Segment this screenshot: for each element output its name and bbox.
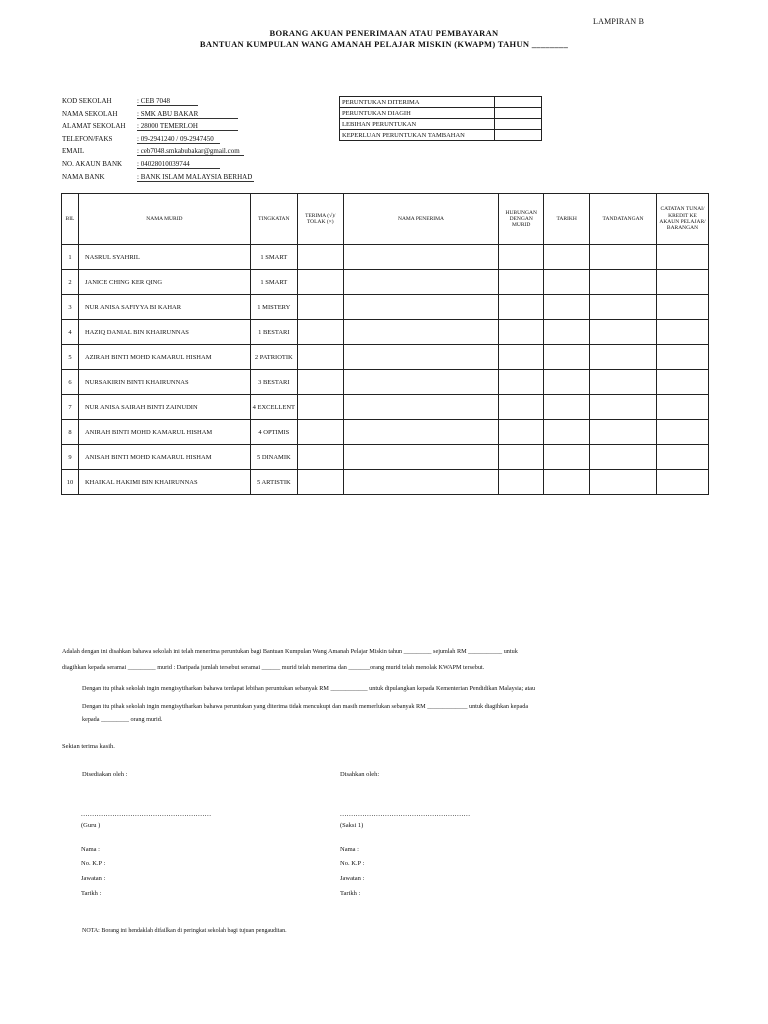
- row-catatan-cell[interactable]: [657, 370, 709, 395]
- declaration-line-2: diagihkan kepada seramai _________ murid : Daripada jumlah tersebut seramai ______ murid telah menerima dan _______orang murid telah menolak KWAPM tersebut.: [62, 664, 485, 671]
- row-tingkatan: 1 MISTERY: [250, 295, 297, 320]
- table-row: [62, 370, 709, 395]
- table-row: [62, 420, 709, 445]
- row-terima-tolak-cell[interactable]: [297, 420, 343, 445]
- row-tandatangan-cell[interactable]: [590, 470, 657, 495]
- nota: NOTA: Borang ini hendaklah difailkan di peringkat sekolah bagi tujuan pengauditan.: [82, 928, 287, 934]
- info-value: : 09-2941240 / 09-2947450: [137, 135, 220, 144]
- table-row: [62, 445, 709, 470]
- row-catatan-cell[interactable]: [657, 395, 709, 420]
- row-tarikh-cell[interactable]: [544, 320, 590, 345]
- row-tarikh-cell[interactable]: [544, 470, 590, 495]
- row-nama-penerima-cell[interactable]: [343, 370, 499, 395]
- header-nama-penerima: NAMA PENERIMA: [343, 194, 499, 245]
- allocation-value[interactable]: [495, 130, 542, 141]
- table-header-row: [62, 194, 709, 245]
- declaration-line-1: Adalah dengan ini disahkan bahawa sekolah ini telah menerima peruntukan bagi Bantuan Kumpulan Wang Amanah Pelajar Miskin tahun _________ sejumlah RM ___________ untuk: [62, 648, 518, 655]
- prepared-by-tarikh: Tarikh :: [81, 890, 102, 897]
- row-tarikh-cell[interactable]: [544, 370, 590, 395]
- allocation-value[interactable]: [495, 108, 542, 119]
- row-tingkatan: 1 BESTARI: [250, 320, 297, 345]
- row-tarikh-cell[interactable]: [544, 395, 590, 420]
- header-tarikh: TARIKH: [544, 194, 590, 245]
- prepared-by-nama: Nama :: [81, 846, 100, 853]
- verified-by-nokp: No. K.P :: [340, 860, 365, 867]
- info-label: EMAIL: [62, 147, 85, 156]
- allocation-label: KEPERLUAN PERUNTUKAN TAMBAHAN: [340, 130, 495, 141]
- row-tandatangan-cell[interactable]: [590, 295, 657, 320]
- row-bil: 3: [62, 295, 79, 320]
- verified-by-tarikh: Tarikh :: [340, 890, 361, 897]
- row-terima-tolak-cell[interactable]: [297, 270, 343, 295]
- row-nama-murid: KHAIKAL HAKIMI BIN KHAIRUNNAS: [78, 470, 250, 495]
- row-nama-penerima-cell[interactable]: [343, 270, 499, 295]
- info-value: : 28000 TEMERLOH: [137, 122, 238, 131]
- row-tarikh-cell[interactable]: [544, 245, 590, 270]
- row-hubungan-cell[interactable]: [499, 445, 544, 470]
- row-tingkatan: 1 SMART: [250, 245, 297, 270]
- row-hubungan-cell[interactable]: [499, 345, 544, 370]
- row-bil: 8: [62, 420, 79, 445]
- row-tarikh-cell[interactable]: [544, 445, 590, 470]
- declaration-line-4: Dengan itu pihak sekolah ingin mengisytiharkan bahawa peruntukan yang diterima tidak mencukupi dan masih memerlukan sebanyak RM _____________ untuk diagihkan kepada: [82, 703, 529, 710]
- row-bil: 6: [62, 370, 79, 395]
- row-bil: 4: [62, 320, 79, 345]
- row-nama-murid: NASRUL SYAHRIL: [78, 245, 250, 270]
- row-tandatangan-cell[interactable]: [590, 245, 657, 270]
- row-hubungan-cell[interactable]: [499, 245, 544, 270]
- table-row: [62, 270, 709, 295]
- table-row: [62, 245, 709, 270]
- row-hubungan-cell[interactable]: [499, 370, 544, 395]
- verified-by-signature-line[interactable]: ..........................................................: [340, 810, 471, 818]
- row-catatan-cell[interactable]: [657, 420, 709, 445]
- allocation-row: [340, 108, 542, 119]
- row-hubungan-cell[interactable]: [499, 320, 544, 345]
- row-nama-murid: AZIRAH BINTI MOHD KAMARUL HISHAM: [78, 345, 250, 370]
- row-catatan-cell[interactable]: [657, 295, 709, 320]
- row-tandatangan-cell[interactable]: [590, 320, 657, 345]
- row-nama-murid: NURSAKIRIN BINTI KHAIRUNNAS: [78, 370, 250, 395]
- verified-by-nama: Nama :: [340, 846, 359, 853]
- declaration-line-3: Dengan itu pihak sekolah ingin mengisytiharkan bahawa terdapat lebihan peruntukan sebanyak RM ____________ untuk dipulangkan kepada Kementerian Pendidikan Malaysia; atau: [82, 685, 536, 692]
- allocation-label: PERUNTUKAN DIAGIH: [340, 108, 495, 119]
- row-tarikh-cell[interactable]: [544, 270, 590, 295]
- row-tandatangan-cell[interactable]: [590, 445, 657, 470]
- form-subtitle: BANTUAN KUMPULAN WANG AMANAH PELAJAR MISKIN (KWAPM) TAHUN ________: [199, 39, 569, 49]
- table-row: [62, 345, 709, 370]
- prepared-by-signature-line[interactable]: ..........................................................: [81, 810, 212, 818]
- allocation-row: [340, 97, 542, 108]
- table-body: [62, 245, 709, 495]
- verified-by-role: (Saksi 1): [340, 822, 364, 829]
- info-value: : 04028010039744: [137, 160, 220, 169]
- row-tandatangan-cell[interactable]: [590, 395, 657, 420]
- row-terima-tolak-cell[interactable]: [297, 395, 343, 420]
- row-bil: 2: [62, 270, 79, 295]
- header-hubungan: HUBUNGAN DENGAN MURID: [499, 194, 544, 245]
- row-catatan-cell[interactable]: [657, 445, 709, 470]
- row-nama-penerima-cell[interactable]: [343, 420, 499, 445]
- prepared-by-nokp: No. K.P :: [81, 860, 106, 867]
- header-tingkatan: TINGKATAN: [250, 194, 297, 245]
- row-tandatangan-cell[interactable]: [590, 420, 657, 445]
- allocation-value[interactable]: [495, 97, 542, 108]
- row-nama-murid: JANICE CHING KER QING: [78, 270, 250, 295]
- row-bil: 5: [62, 345, 79, 370]
- row-tingkatan: 5 ARTISTIK: [250, 470, 297, 495]
- table-row: [62, 395, 709, 420]
- info-label: ALAMAT SEKOLAH: [62, 122, 126, 131]
- info-value: : ceb7048.smkabubakar@gmail.com: [137, 147, 244, 156]
- row-terima-tolak-cell[interactable]: [297, 320, 343, 345]
- info-value: : SMK ABU BAKAR: [137, 110, 238, 119]
- row-tingkatan: 4 EXCELLENT: [250, 395, 297, 420]
- row-tandatangan-cell[interactable]: [590, 345, 657, 370]
- allocation-label: PERUNTUKAN DITERIMA: [340, 97, 495, 108]
- row-nama-penerima-cell[interactable]: [343, 395, 499, 420]
- row-hubungan-cell[interactable]: [499, 395, 544, 420]
- row-nama-penerima-cell[interactable]: [343, 445, 499, 470]
- row-nama-penerima-cell[interactable]: [343, 345, 499, 370]
- verified-by-jawatan: Jawatan :: [340, 875, 365, 882]
- prepared-by-heading: Disediakan oleh :: [82, 771, 128, 778]
- row-bil: 10: [62, 470, 79, 495]
- row-nama-murid: NUR ANISA SAFIYYA BI KAHAR: [78, 295, 250, 320]
- info-label: KOD SEKOLAH: [62, 97, 112, 105]
- row-nama-penerima-cell[interactable]: [343, 295, 499, 320]
- row-tingkatan: 2 PATRIOTIK: [250, 345, 297, 370]
- declaration-line-5: kepada _________ orang murid.: [82, 716, 163, 723]
- allocation-value[interactable]: [495, 119, 542, 130]
- row-bil: 1: [62, 245, 79, 270]
- row-terima-tolak-cell[interactable]: [297, 370, 343, 395]
- lampiran-label: LAMPIRAN B: [593, 17, 645, 26]
- student-table: [61, 193, 709, 495]
- row-tarikh-cell[interactable]: [544, 420, 590, 445]
- allocation-table: [339, 96, 542, 141]
- row-terima-tolak-cell[interactable]: [297, 470, 343, 495]
- row-hubungan-cell[interactable]: [499, 470, 544, 495]
- row-nama-murid: ANIRAH BINTI MOHD KAMARUL HISHAM: [78, 420, 250, 445]
- row-terima-tolak-cell[interactable]: [297, 445, 343, 470]
- row-tingkatan: 1 SMART: [250, 270, 297, 295]
- row-bil: 9: [62, 445, 79, 470]
- row-catatan-cell[interactable]: [657, 345, 709, 370]
- row-nama-murid: NUR ANISA SAIRAH BINTI ZAINUDIN: [78, 395, 250, 420]
- row-bil: 7: [62, 395, 79, 420]
- row-hubungan-cell[interactable]: [499, 295, 544, 320]
- table-row: [62, 320, 709, 345]
- info-label: NAMA BANK: [62, 172, 105, 181]
- closing-thanks: Sekian terima kasih.: [62, 743, 115, 750]
- row-nama-murid: ANISAH BINTI MOHD KAMARUL HISHAM: [78, 445, 250, 470]
- row-hubungan-cell[interactable]: [499, 270, 544, 295]
- allocation-row: [340, 119, 542, 130]
- row-nama-penerima-cell[interactable]: [343, 245, 499, 270]
- info-value: : BANK ISLAM MALAYSIA BERHAD: [137, 172, 253, 181]
- table-row: [62, 295, 709, 320]
- row-catatan-cell[interactable]: [657, 245, 709, 270]
- row-nama-murid: HAZIQ DANIAL BIN KHAIRUNNAS: [78, 320, 250, 345]
- row-catatan-cell[interactable]: [657, 320, 709, 345]
- info-label: TELEFON/FAKS: [62, 134, 113, 143]
- allocation-row: [340, 130, 542, 141]
- row-terima-tolak-cell[interactable]: [297, 295, 343, 320]
- row-nama-penerima-cell[interactable]: [343, 470, 499, 495]
- info-label: NAMA SEKOLAH: [62, 109, 118, 118]
- prepared-by-jawatan: Jawatan :: [81, 875, 106, 882]
- header-nama-murid: NAMA MURID: [78, 194, 250, 245]
- row-nama-penerima-cell[interactable]: [343, 320, 499, 345]
- form-title: BORANG AKUAN PENERIMAAN ATAU PEMBAYARAN: [269, 28, 499, 38]
- prepared-by-role: (Guru ): [81, 822, 101, 829]
- row-catatan-cell[interactable]: [657, 470, 709, 495]
- table-row: [62, 470, 709, 495]
- row-tingkatan: 5 DINAMIK: [250, 445, 297, 470]
- row-tandatangan-cell[interactable]: [590, 270, 657, 295]
- allocation-label: LEBIHAN PERUNTUKAN: [340, 119, 495, 130]
- row-tarikh-cell[interactable]: [544, 345, 590, 370]
- header-bil: BIL: [62, 194, 79, 245]
- info-value: : CEB 7048: [137, 97, 198, 106]
- row-terima-tolak-cell[interactable]: [297, 245, 343, 270]
- row-catatan-cell[interactable]: [657, 270, 709, 295]
- row-tingkatan: 4 OPTIMIS: [250, 420, 297, 445]
- row-tarikh-cell[interactable]: [544, 295, 590, 320]
- info-label: NO. AKAUN BANK: [62, 159, 123, 168]
- row-terima-tolak-cell[interactable]: [297, 345, 343, 370]
- row-tandatangan-cell[interactable]: [590, 370, 657, 395]
- header-terima-tolak: TERIMA (√)/ TOLAK (×): [297, 194, 343, 245]
- header-tandatangan: TANDATANGAN: [590, 194, 657, 245]
- row-tingkatan: 3 BESTARI: [250, 370, 297, 395]
- verified-by-heading: Disahkan oleh:: [340, 771, 380, 778]
- header-catatan: CATATAN TUNAI/ KREDIT KE AKAUN PELAJAR/ BARANGAN: [657, 194, 709, 245]
- row-hubungan-cell[interactable]: [499, 420, 544, 445]
